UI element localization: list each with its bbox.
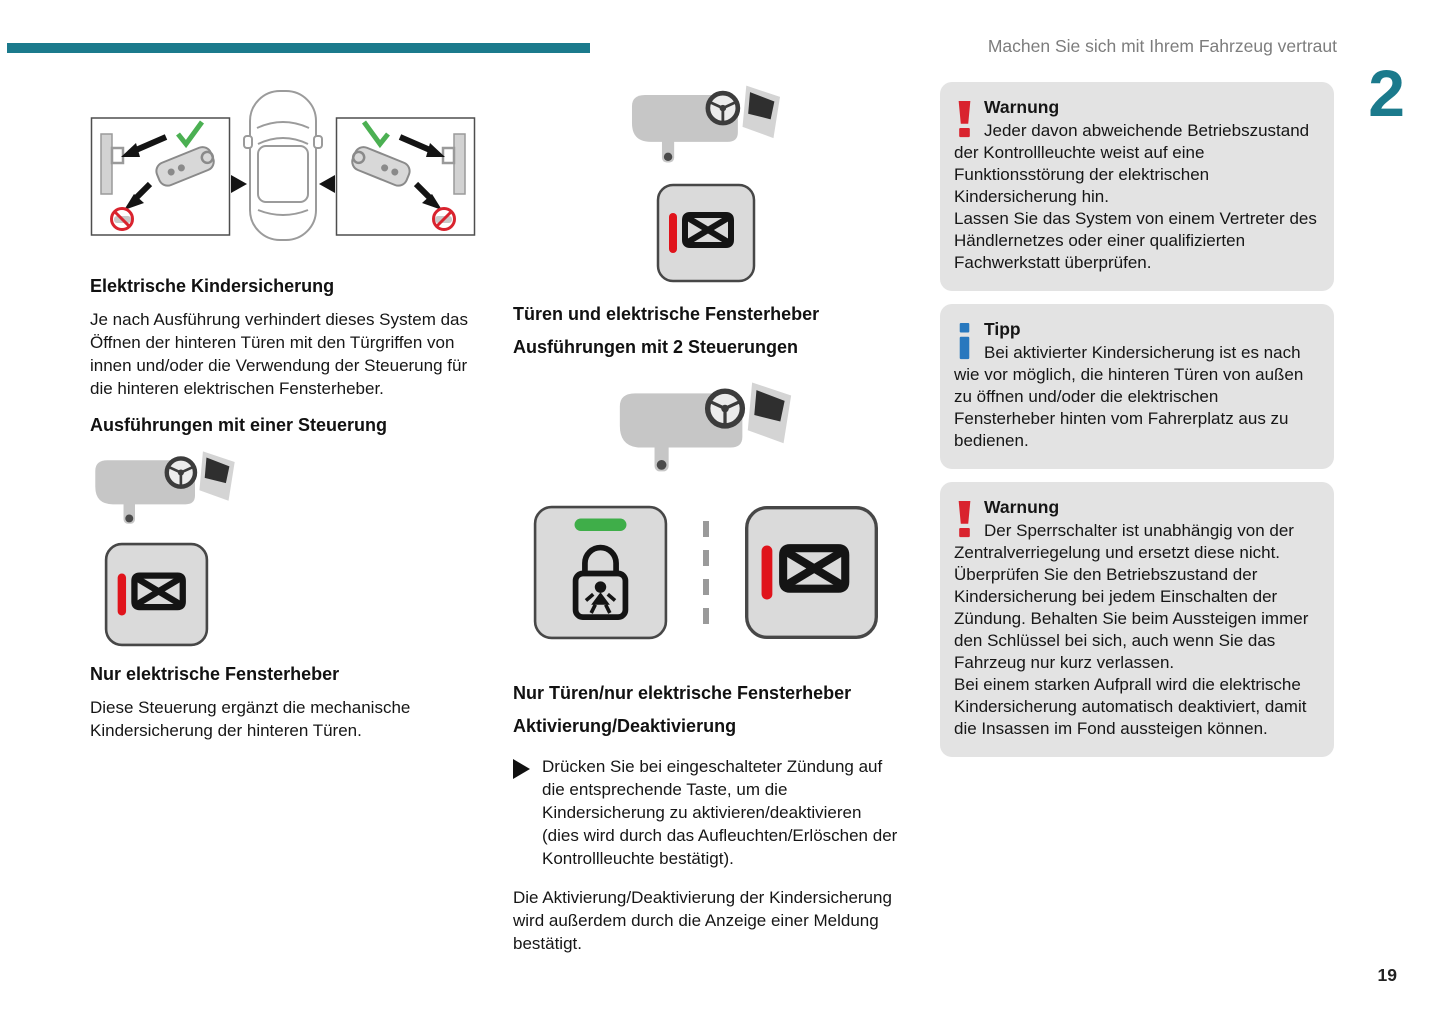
paragraph-fensterheber: Diese Steuerung ergänzt die mechanische Kindersicherung der hinteren Türen.: [90, 697, 411, 740]
open-door-illustration: [626, 80, 786, 169]
running-header: Machen Sie sich mit Ihrem Fahrzeug vertraut: [987, 36, 1337, 56]
column-right: [940, 82, 1334, 770]
warning-icon: [956, 498, 973, 540]
heading-elektrische-kindersicherung: Elektrische Kindersicherung: [90, 276, 335, 296]
callout-text: Lassen Sie das System von einem Vertreter des Händlernetzes oder einer qualifizierten Fachwerkstatt überprüfen.: [954, 209, 1317, 272]
remote-key-childlock-illustration: [90, 88, 476, 243]
callout-warning-1: [940, 82, 1334, 291]
callout-text: Der Sperrschalter ist unabhängig von der Zentralverriegelung und ersetzt diese nicht. Überprüfen Sie den Betriebszustand der Kindersicherung bei jedem Einschalten der Zündung. Behalten Sie beim Aussteigen immer den Schlüssel bei sich, auch wenn Sie das Fahrzeug nur kurz verlassen.: [954, 521, 1309, 672]
window-switch-icon: [744, 505, 879, 640]
callout-warning-2: [940, 482, 1334, 757]
arrow-left-icon: [319, 175, 335, 193]
heading-eine-steuerung: Ausführungen mit einer Steuerung: [90, 414, 388, 435]
callout-title: Tipp: [984, 319, 1021, 339]
chapter-number: 2: [1368, 56, 1405, 130]
page-number: 19: [1377, 965, 1397, 985]
bullet-text: Drücken Sie bei eingeschalteter Zündung auf die entsprechende Taste, um die Kindersicherung zu aktivieren/deaktivieren (dies wird durch das Aufleuchten/Erlöschen der Kontrollleuchte bestätigt).: [542, 757, 898, 868]
column-left: [90, 88, 478, 756]
instruction-bullet: [513, 755, 898, 870]
heading-nur-tueren: Nur Türen/nur elektrische Fensterheber: [513, 683, 852, 703]
switch-pair: [513, 505, 898, 640]
column-middle: [513, 80, 898, 969]
accent-bar: [7, 43, 590, 53]
callout-text: Bei einem starken Aufprall wird die elektrische Kindersicherung automatisch deaktiviert, damit die Insassen im Fond aussteigen können.: [954, 675, 1307, 738]
open-door-illustration: [90, 446, 240, 530]
warning-icon: [956, 98, 973, 140]
heading-zwei-steuerungen: Ausführungen mit 2 Steuerungen: [513, 336, 799, 357]
paragraph-intro: Je nach Ausführung verhindert dieses System das Öffnen der hinteren Türen mit den Türgriffen von innen und/oder die Verwendung der Steuerung für die hinteren elektrischen Fensterheber.: [90, 309, 468, 398]
info-icon: [956, 320, 973, 362]
heading-nur-fensterheber: Nur elektrische Fensterheber: [90, 664, 340, 684]
callout-text: Bei aktivierter Kindersicherung ist es nach wie vor möglich, die hinteren Türen von außen zu öffnen und/oder die elektrischen Fensterheber hinten vom Fahrerplatz aus zu bedienen.: [954, 343, 1304, 450]
child-lock-switch-icon: [533, 505, 668, 640]
callout-tip: [940, 304, 1334, 469]
callout-title: Warnung: [984, 497, 1060, 517]
dashed-divider: [702, 519, 710, 627]
car-top-view: [244, 91, 322, 240]
heading-aktivierung: Aktivierung/Deaktivierung: [513, 715, 737, 736]
callout-text: Jeder davon abweichende Betriebszustand der Kontrollleuchte weist auf eine Funktionsstörung der elektrischen Kindersicherung hin.: [954, 121, 1310, 206]
paragraph-confirmation: Die Aktivierung/Deaktivierung der Kindersicherung wird außerdem durch die Anzeige einer Meldung bestätigt.: [513, 888, 892, 953]
bullet-arrow-icon: [513, 759, 530, 779]
window-switch-icon: [104, 542, 209, 647]
open-door-illustration: [613, 376, 798, 479]
callout-title: Warnung: [984, 97, 1060, 117]
window-switch-icon: [656, 183, 756, 283]
heading-tueren-fensterheber: Türen und elektrische Fensterheber: [513, 304, 820, 324]
arrow-right-icon: [231, 175, 247, 193]
